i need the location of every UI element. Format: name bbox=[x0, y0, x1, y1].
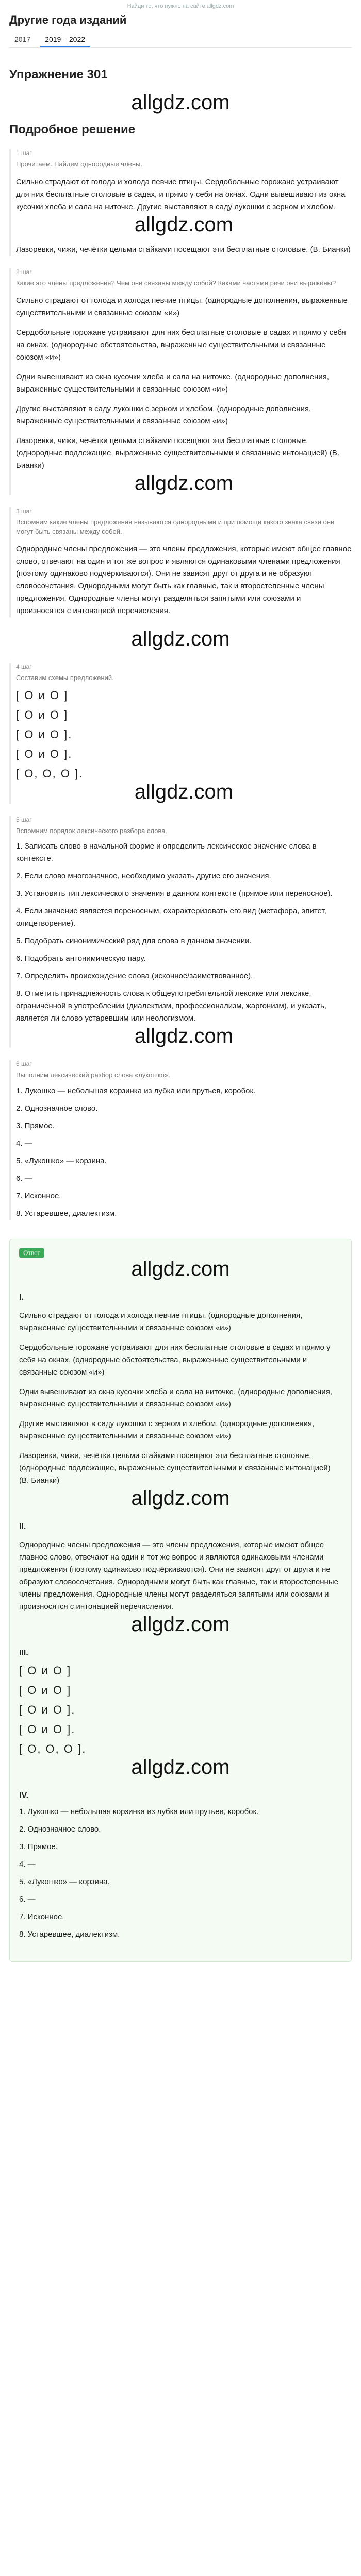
rule-text: Однородные члены предложения — это члены предложения, которые имеют общее главное слово, отвечают на один и тот же вопрос и являются одинаковыми членами предложения (поэтому одинаково подчёркиваются). Они не зависят друг от друга и не образуют словосочетания. Однородными могут быть как главные, так и второстепенные члены предложения. Однородные члены могут разделяться запятыми или союзами и произносятся с интонацией перечисления. bbox=[16, 545, 352, 616]
sentence: Сильно страдают от голода и холода певчие птицы. Сердобольные горожане устраивают для них бесплатные столовые в садах, и прямо у себя на окнах. Одни вывешивают из окна кусочки хлеба и сала на ниточке. Другие выставляют в саду лукошки с зерном и хлебом. bbox=[16, 177, 346, 211]
list-item: 4. — bbox=[19, 1859, 36, 1869]
list-item: 8. Отметить принадлежность слова к общеупотребительной лексике или лексике, ограниченной в употреблении (диалектизм, профессионализм, жаргонизм), и указать, является ли слово устаревшим или неологизмом. bbox=[16, 989, 326, 1023]
task-description: Вспомним порядок лексического разбора слова. bbox=[16, 826, 168, 835]
answer-line: Сильно страдают от голода и холода певчие птицы. (однородные дополнения, выраженные существительными и связанные союзом «и») bbox=[19, 1311, 303, 1332]
watermark: allgdz.com bbox=[134, 213, 234, 236]
list-item: 3. Прямое. bbox=[19, 1842, 58, 1851]
list-item: 2. Однозначное слово. bbox=[19, 1824, 101, 1834]
task-step-4 bbox=[9, 663, 352, 804]
answer-line: Однородные члены предложения — это члены предложения, которые имеют общее главное слово, отвечают на один и тот же вопрос и являются одинаковыми членами предложения (поэтому одинаково подчёркиваются). Они не зависят друг от друга и не образуют словосочетания. Однородными могут быть как главные, так и второстепенные члены предложения. Однородные члены могут разделяться запятыми или союзами и произносятся с интонацией перечисления. bbox=[19, 1540, 338, 1611]
answer-section-number: III. bbox=[19, 1648, 28, 1657]
sentence-scheme: [ О и О ] bbox=[16, 688, 69, 702]
other-years-title: Другие года изданий bbox=[9, 13, 127, 26]
answer-label: Ответ bbox=[19, 1248, 44, 1258]
answer-section-number: II. bbox=[19, 1522, 26, 1531]
task-label: 1 шаг bbox=[16, 149, 32, 157]
task-step-1 bbox=[9, 149, 352, 256]
years-tabs bbox=[9, 32, 352, 47]
sentence-scheme: [ О и О ] bbox=[16, 708, 69, 721]
list-item: 5. «Лукошко» — корзина. bbox=[16, 1156, 107, 1165]
exercise-title: Упражнение 301 bbox=[9, 67, 108, 81]
list-item: 2. Однозначное слово. bbox=[16, 1104, 98, 1113]
sentence-scheme: [ О и О ]. bbox=[19, 1722, 76, 1736]
list-item: 6. — bbox=[19, 1894, 36, 1904]
list-item: 8. Устаревшее, диалектизм. bbox=[19, 1929, 120, 1939]
list-item: 4. — bbox=[16, 1139, 32, 1148]
watermark: allgdz.com bbox=[131, 91, 230, 114]
task-label: 6 шаг bbox=[16, 1060, 32, 1068]
watermark: allgdz.com bbox=[131, 1755, 230, 1778]
task-label: 5 шаг bbox=[16, 816, 32, 823]
list-item: 7. Исконное. bbox=[16, 1191, 61, 1200]
list-item: 4. Если значение является переносным, охарактеризовать его вид (метафора, эпитет, олицетворение). bbox=[16, 907, 326, 928]
answer-line: Лазоревки, чижи, чечётки цельми стайками посещают эти бесплатные столовые. (однородные подлежащие, выраженные существительными и связанные интонацией) (В. Бианки) bbox=[19, 1451, 331, 1485]
sentence-scheme: [ О и О ]. bbox=[16, 747, 73, 760]
list-item: 5. «Лукошко» — корзина. bbox=[19, 1877, 110, 1886]
task-description: Выполним лексический разбор слова «лукошко». bbox=[16, 1071, 170, 1079]
answer-box bbox=[9, 1239, 352, 1962]
watermark: allgdz.com bbox=[134, 472, 234, 495]
watermark: allgdz.com bbox=[131, 1613, 230, 1636]
list-item: 3. Установить тип лексического значения в данном контексте (прямое или переносное). bbox=[16, 889, 333, 899]
task-label: 3 шаг bbox=[16, 507, 32, 515]
list-item: 1. Лукошко — небольшая корзинка из лубка или прутьев, коробок. bbox=[19, 1807, 259, 1816]
list-item: 1. Записать слово в начальной форме и определить лексическое значение слова в контексте. bbox=[16, 842, 317, 863]
task-description: Составим схемы предложений. bbox=[16, 674, 114, 682]
answer-line: Сердобольные горожане устраивают для них бесплатные столовые в садах и прямо у себя на окнах. (однородные обстоятельства, выраженные существительными и связанные союзом «и») bbox=[19, 1343, 331, 1377]
answer-line: Одни вывешивают из окна кусочки хлеба и сала на ниточке. (однородные дополнения, выраженные существительными и связанные союзом «и») bbox=[19, 1387, 332, 1409]
list-item: 2. Если слово многозначное, необходимо указать другие его значения. bbox=[16, 872, 271, 881]
watermark: allgdz.com bbox=[131, 1257, 230, 1280]
sentence-scheme: [ О и О ] bbox=[19, 1683, 72, 1697]
analysis-line: Сильно страдают от голода и холода певчие птицы. (однородные дополнения, выраженные существительными и связанные союзом «и») bbox=[16, 296, 348, 318]
list-item: 6. Подобрать антонимическую пару. bbox=[16, 954, 146, 963]
sentence-scheme: [ О и О ] bbox=[19, 1664, 72, 1677]
analysis-line: Лазоревки, чижи, чечётки цельми стайками посещают эти бесплатные столовые. (однородные подлежащие, выраженные существительными и связанные интонацией) (В. Бианки) bbox=[16, 436, 339, 470]
list-item: 7. Определить происхождение слова (исконное/заимствованное). bbox=[16, 972, 253, 981]
task-step-5 bbox=[9, 816, 352, 1048]
solution-title: Подробное решение bbox=[9, 123, 136, 137]
task-step-2 bbox=[9, 268, 352, 496]
task-step-6 bbox=[9, 1060, 352, 1220]
analysis-line: Сердобольные горожане устраивают для них бесплатные столовые в садах и прямо у себя на окнах. (однородные обстоятельства, выраженные существительными и связанные союзом «и») bbox=[16, 328, 346, 362]
watermark: allgdz.com bbox=[134, 780, 234, 803]
list-item: 1. Лукошко — небольшая корзинка из лубка или прутьев, коробок. bbox=[16, 1086, 256, 1095]
list-item: 5. Подобрать синонимический ряд для слова в данном значении. bbox=[16, 937, 252, 946]
sentence-scheme: [ О и О ]. bbox=[19, 1703, 76, 1716]
sentence: Лазоревки, чижи, чечётки цельми стайками посещают эти бесплатные столовые. (В. Бианки) bbox=[16, 245, 351, 254]
task-description: Прочитаем. Найдём однородные члены. bbox=[16, 160, 143, 168]
sentence-scheme: [ О, О, О ]. bbox=[19, 1742, 87, 1755]
year-tab-2017[interactable]: 2017 bbox=[14, 35, 31, 43]
task-label: 2 шаг bbox=[16, 268, 32, 276]
list-item: 8. Устаревшее, диалектизм. bbox=[16, 1209, 117, 1218]
task-description: Какие это члены предложения? Чем они связаны между собой? Каками частями речи они выражены? bbox=[16, 279, 336, 287]
analysis-line: Одни вывешивают из окна кусочки хлеба и сала на ниточке. (однородные дополнения, выраженные существительными и связанные союзом «и») bbox=[16, 372, 329, 394]
list-item: 7. Исконное. bbox=[19, 1912, 64, 1921]
divider bbox=[9, 47, 352, 48]
watermark: allgdz.com bbox=[131, 1486, 230, 1510]
top-link[interactable]: Найди то, что нужно на сайте allgdz.com bbox=[127, 3, 234, 9]
answer-line: Другие выставляют в саду лукошки с зерном и хлебом. (однородные дополнения, выраженные существительными и связанные союзом «и») bbox=[19, 1419, 315, 1440]
task-step-3 bbox=[9, 507, 352, 617]
sentence-scheme: [ О и О ]. bbox=[16, 727, 73, 741]
sentence-scheme: [ О, О, О ]. bbox=[16, 767, 84, 780]
year-tab-2019-2022[interactable]: 2019 – 2022 bbox=[40, 32, 90, 47]
watermark: allgdz.com bbox=[131, 628, 230, 651]
list-item: 3. Прямое. bbox=[16, 1121, 55, 1130]
analysis-line: Другие выставляют в саду лукошки с зерном и хлебом. (однородные дополнения, выраженные существительными и связанные союзом «и») bbox=[16, 404, 311, 426]
task-description: Вспомним какие члены предложения называются однородными и при помощи какого знака связи они могут быть связаны между собой. bbox=[16, 518, 335, 535]
list-item: 6. — bbox=[16, 1174, 32, 1183]
watermark: allgdz.com bbox=[134, 1025, 234, 1048]
answer-section-number: I. bbox=[19, 1293, 24, 1302]
task-label: 4 шаг bbox=[16, 663, 32, 671]
answer-section-number: IV. bbox=[19, 1791, 29, 1800]
